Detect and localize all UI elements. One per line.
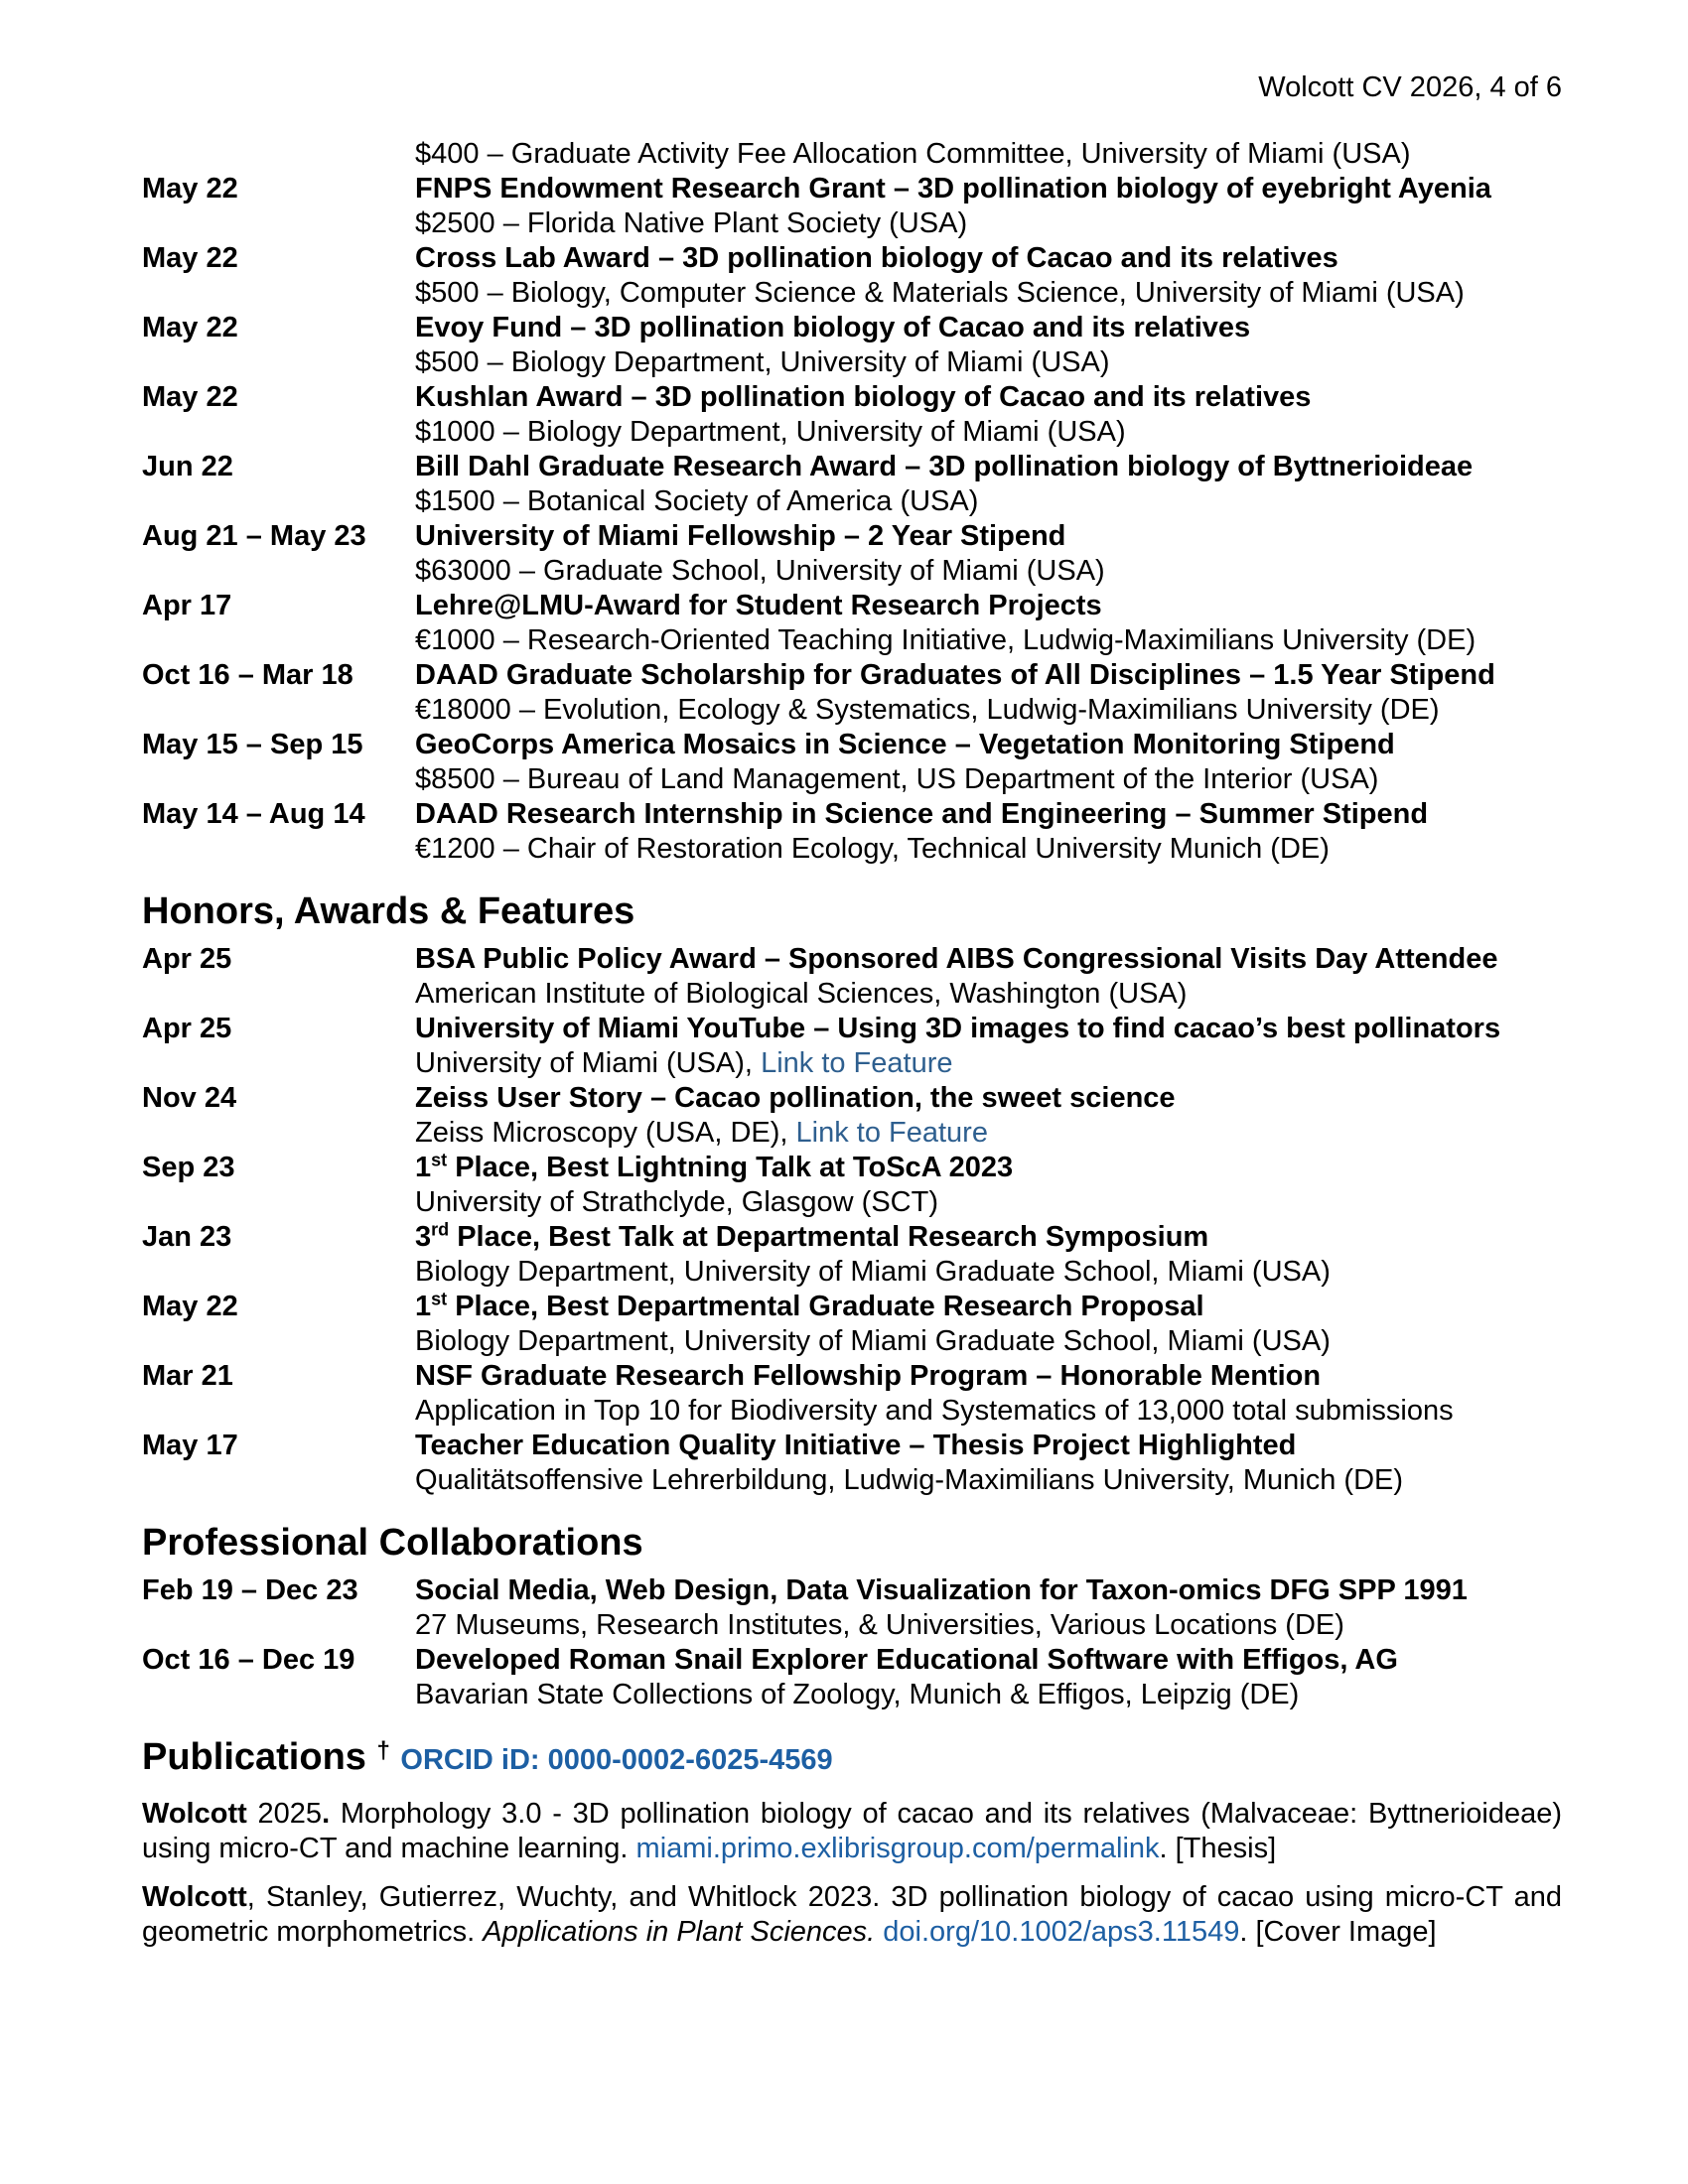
entry-title: Cross Lab Award – 3D pollination biology of Cacao and its relatives xyxy=(415,242,1338,274)
entry-title: Bill Dahl Graduate Research Award – 3D pollination biology of Byttnerioideae xyxy=(415,451,1474,482)
entry-detail xyxy=(415,1116,1562,1151)
pub-text: Morphology 3.0 - 3D pollination biology of cacao and its relatives (Malvaceae: Byttnerioideae) using micro-CT and machine learning. xyxy=(142,1798,1563,1864)
honors-row xyxy=(142,942,1562,1012)
entry-detail-text: University of Miami (USA), xyxy=(415,1047,753,1079)
entry-date: Feb 19 – Dec 23 xyxy=(142,1574,358,1606)
entry-date: Aug 21 – May 23 xyxy=(142,520,366,552)
pub-link[interactable]: miami.primo.exlibrisgroup.com/permalink xyxy=(635,1833,1160,1864)
entry-date: Jan 23 xyxy=(142,1221,232,1253)
entry-title: FNPS Endowment Research Grant – 3D pollination biology of eyebright Ayenia xyxy=(415,173,1491,205)
funding-row xyxy=(142,380,1562,450)
entry-date: May 22 xyxy=(142,173,238,205)
ordinal-suffix: st xyxy=(431,1150,448,1170)
entry-detail: Biology Department, University of Miami Graduate School, Miami (USA) xyxy=(415,1256,1331,1288)
honors-row xyxy=(142,1429,1562,1498)
entry-detail: American Institute of Biological Sciences, Washington (USA) xyxy=(415,978,1188,1010)
feature-link[interactable]: Link to Feature xyxy=(761,1047,953,1079)
entry-title: Evoy Fund – 3D pollination biology of Cacao and its relatives xyxy=(415,312,1251,343)
entry-detail: Application in Top 10 for Biodiversity and Systematics of 13,000 total submissions xyxy=(415,1395,1454,1427)
entry-date: May 15 – Sep 15 xyxy=(142,729,363,760)
honors-row xyxy=(142,1290,1562,1359)
entry-title: DAAD Research Internship in Science and Engineering – Summer Stipend xyxy=(415,798,1429,830)
entry-title: Kushlan Award – 3D pollination biology of Cacao and its relatives xyxy=(415,381,1312,413)
pub-journal: Applications in Plant Sciences. xyxy=(483,1916,876,1948)
entry-title: Teacher Education Quality Initiative – Thesis Project Highlighted xyxy=(415,1430,1297,1461)
feature-link[interactable]: Link to Feature xyxy=(795,1117,988,1149)
entry-title: Developed Roman Snail Explorer Educational Software with Effigos, AG xyxy=(415,1644,1398,1676)
honors-row xyxy=(142,1359,1562,1429)
entry-detail: 27 Museums, Research Institutes, & Universities, Various Locations (DE) xyxy=(415,1609,1344,1641)
honors-section xyxy=(142,942,1562,1498)
pub-authors-rest: , Stanley, Gutierrez, Wuchty, and Whitlock 2023. 3D pollination biology of cacao using micro-CT and geometric morphometrics. xyxy=(142,1881,1562,1948)
honors-row xyxy=(142,1220,1562,1290)
orcid-link[interactable]: ORCID iD: 0000-0002-6025-4569 xyxy=(400,1744,833,1776)
entry-title-text: Place, Best Departmental Graduate Research Proposal xyxy=(455,1291,1204,1322)
pub-suffix: . [Thesis] xyxy=(1159,1833,1277,1864)
entry-detail: €1000 – Research-Oriented Teaching Initiative, Ludwig-Maximilians University (DE) xyxy=(415,624,1477,656)
collaborations-section xyxy=(142,1573,1562,1712)
funding-row xyxy=(142,241,1562,311)
publication-entry xyxy=(142,1797,1562,1866)
entry-detail: $500 – Biology, Computer Science & Materials Science, University of Miami (USA) xyxy=(415,277,1465,309)
publications-heading xyxy=(142,1734,1562,1783)
entry-detail: $8500 – Bureau of Land Management, US Department of the Interior (USA) xyxy=(415,763,1379,795)
entry-date: May 22 xyxy=(142,1291,238,1322)
entry-date: May 22 xyxy=(142,312,238,343)
collaboration-row xyxy=(142,1643,1562,1712)
honors-heading: Honors, Awards & Features xyxy=(142,890,635,932)
entry-detail: $1000 – Biology Department, University of Miami (USA) xyxy=(415,416,1126,448)
funding-row xyxy=(142,658,1562,728)
funding-row xyxy=(142,137,1562,172)
entry-title xyxy=(415,1151,1562,1185)
entry-date xyxy=(142,137,415,172)
dagger-mark: † xyxy=(376,1737,390,1764)
honors-row xyxy=(142,1012,1562,1081)
publications-title: Publications xyxy=(142,1736,366,1778)
entry-title: BSA Public Policy Award – Sponsored AIBS Congressional Visits Day Attendee xyxy=(415,943,1498,975)
entry-date: Apr 25 xyxy=(142,943,232,975)
entry-title: GeoCorps America Mosaics in Science – Vegetation Monitoring Stipend xyxy=(415,729,1395,760)
entry-detail: $500 – Biology Department, University of Miami (USA) xyxy=(415,346,1110,378)
pub-year-dot: . xyxy=(322,1798,331,1830)
entry-detail: €1200 – Chair of Restoration Ecology, Technical University Munich (DE) xyxy=(415,833,1330,865)
funding-row xyxy=(142,519,1562,589)
honors-row xyxy=(142,1081,1562,1151)
pub-author: Wolcott xyxy=(142,1798,247,1830)
page-header: Wolcott CV 2026, 4 of 6 xyxy=(1258,71,1562,103)
cv-content xyxy=(142,137,1562,1950)
publication-entry xyxy=(142,1880,1562,1950)
entry-detail: University of Strathclyde, Glasgow (SCT) xyxy=(415,1186,938,1218)
entry-date: May 14 – Aug 14 xyxy=(142,798,365,830)
ordinal-suffix: rd xyxy=(431,1219,450,1240)
entry-detail: Bavarian State Collections of Zoology, Munich & Effigos, Leipzig (DE) xyxy=(415,1679,1300,1710)
entry-title: Zeiss User Story – Cacao pollination, the sweet science xyxy=(415,1082,1176,1114)
pub-link[interactable]: doi.org/10.1002/aps3.11549 xyxy=(883,1916,1240,1948)
entry-date: Apr 17 xyxy=(142,590,232,621)
entry-title: Social Media, Web Design, Data Visualization for Taxon-omics DFG SPP 1991 xyxy=(415,1574,1468,1606)
entry-detail-text: Zeiss Microscopy (USA, DE), xyxy=(415,1117,788,1149)
pub-authors-rest: 2025 xyxy=(246,1798,323,1830)
entry-title: NSF Graduate Research Fellowship Program – Honorable Mention xyxy=(415,1360,1322,1392)
funding-section xyxy=(142,137,1562,867)
entry-date: Mar 21 xyxy=(142,1360,233,1392)
honors-row xyxy=(142,1151,1562,1220)
funding-row xyxy=(142,450,1562,519)
collaboration-row xyxy=(142,1573,1562,1643)
entry-detail: €18000 – Evolution, Ecology & Systematics, Ludwig-Maximilians University (DE) xyxy=(415,694,1440,726)
entry-title: DAAD Graduate Scholarship for Graduates of All Disciplines – 1.5 Year Stipend xyxy=(415,659,1495,691)
entry-title: Lehre@LMU-Award for Student Research Projects xyxy=(415,590,1102,621)
entry-detail: $2500 – Florida Native Plant Society (USA) xyxy=(415,207,968,239)
entry-date: Jun 22 xyxy=(142,451,233,482)
ordinal-number: 1 xyxy=(415,1152,432,1183)
funding-row xyxy=(142,172,1562,241)
entry-detail: $400 – Graduate Activity Fee Allocation Committee, University of Miami (USA) xyxy=(415,138,1411,170)
entry-date: May 17 xyxy=(142,1430,238,1461)
entry-date: Oct 16 – Mar 18 xyxy=(142,659,353,691)
funding-row xyxy=(142,589,1562,658)
entry-title xyxy=(415,1220,1562,1255)
pub-author: Wolcott xyxy=(142,1881,247,1913)
entry-date: Oct 16 – Dec 19 xyxy=(142,1644,355,1676)
entry-title-text: Place, Best Talk at Departmental Research Symposium xyxy=(457,1221,1209,1253)
entry-title-text: Place, Best Lightning Talk at ToScA 2023 xyxy=(455,1152,1014,1183)
funding-row xyxy=(142,311,1562,380)
ordinal-number: 1 xyxy=(415,1291,432,1322)
entry-date: May 22 xyxy=(142,381,238,413)
entry-detail: $63000 – Graduate School, University of Miami (USA) xyxy=(415,555,1105,587)
entry-detail: Biology Department, University of Miami Graduate School, Miami (USA) xyxy=(415,1325,1331,1357)
pub-suffix: . [Cover Image] xyxy=(1239,1916,1437,1948)
funding-row xyxy=(142,797,1562,867)
funding-row xyxy=(142,728,1562,797)
entry-title: University of Miami Fellowship – 2 Year Stipend xyxy=(415,520,1066,552)
entry-date: May 22 xyxy=(142,242,238,274)
entry-date: Sep 23 xyxy=(142,1152,235,1183)
entry-title: University of Miami YouTube – Using 3D images to find cacao’s best pollinators xyxy=(415,1013,1501,1044)
entry-detail: $1500 – Botanical Society of America (USA) xyxy=(415,485,979,517)
entry-detail: Qualitätsoffensive Lehrerbildung, Ludwig-Maximilians University, Munich (DE) xyxy=(415,1464,1404,1496)
entry-detail xyxy=(415,1046,1562,1081)
ordinal-number: 3 xyxy=(415,1221,432,1253)
entry-title xyxy=(415,1290,1562,1324)
ordinal-suffix: st xyxy=(431,1289,448,1309)
entry-date: Apr 25 xyxy=(142,1013,232,1044)
entry-date: Nov 24 xyxy=(142,1082,237,1114)
collaborations-heading: Professional Collaborations xyxy=(142,1522,643,1564)
